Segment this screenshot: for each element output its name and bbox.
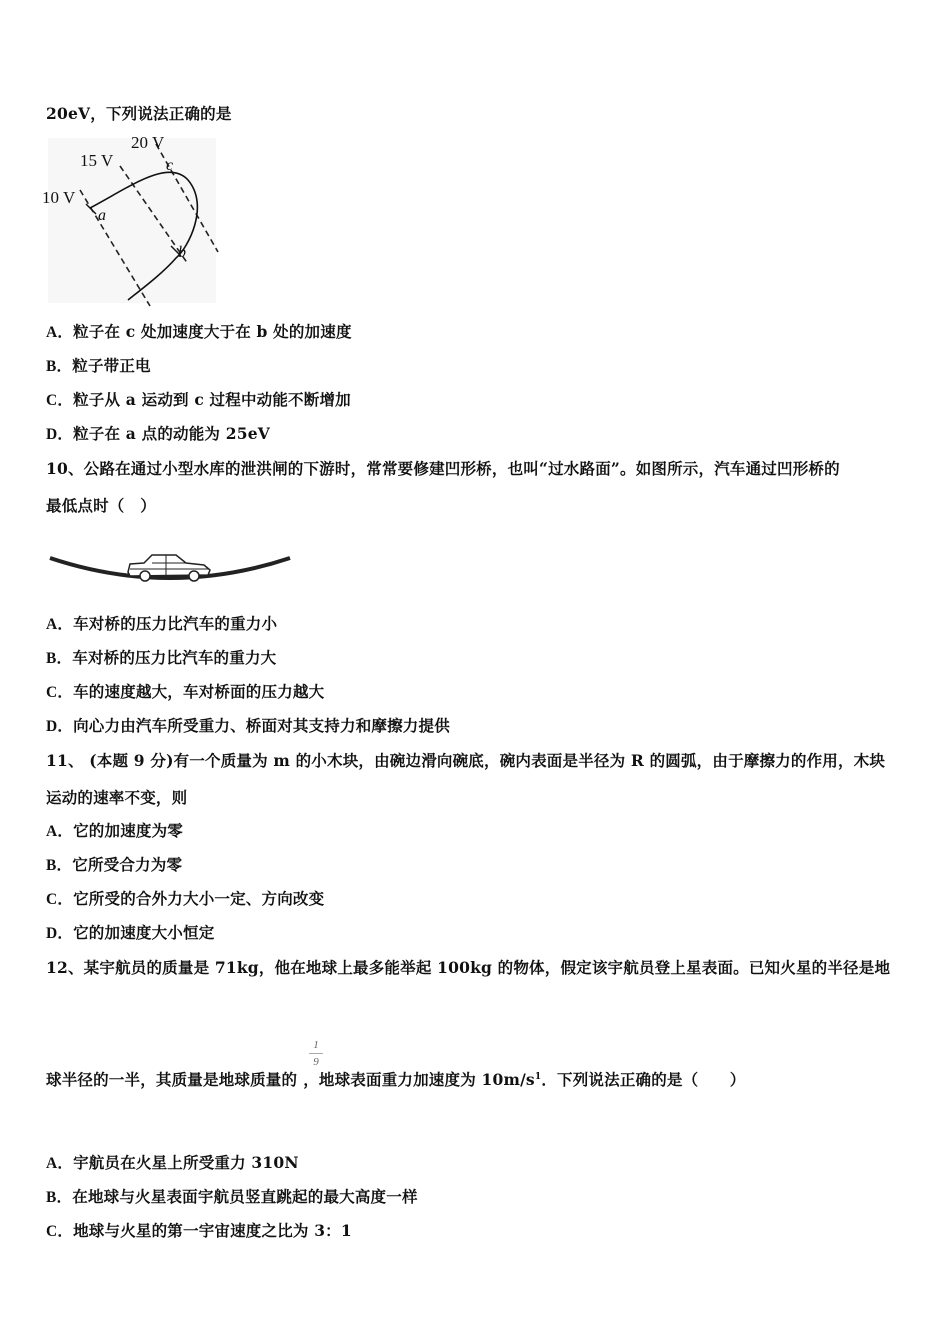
fraction-numerator: 1 — [313, 1039, 319, 1051]
q10-option-c: C．车的速度越大，车对桥面的压力越大 — [46, 682, 325, 701]
q9-stem: 20eV，下列说法正确的是 — [46, 104, 232, 123]
label-15v: 15 V — [80, 151, 114, 170]
q12-option-b: B．在地球与火星表面宇航员竖直跳起的最大高度一样 — [46, 1187, 418, 1206]
q10-stem-line1: 10、公路在通过小型水库的泄洪闸的下游时，常常要修建凹形桥，也叫“过水路面”。如图所示，汽车通过凹形桥的 — [46, 459, 840, 478]
label-a: a — [98, 207, 106, 224]
q11-option-d: D．它的加速度大小恒定 — [46, 923, 215, 942]
figure-background — [48, 138, 216, 303]
fraction-denominator: 9 — [313, 1056, 319, 1068]
q9-option-a: A．粒子在 c 处加速度大于在 b 处的加速度 — [46, 322, 352, 341]
q12-option-a: A．宇航员在火星上所受重力 310N — [46, 1153, 299, 1172]
mass-fraction — [309, 1038, 323, 1069]
q11-stem-line1: 11、 (本题 9 分)有一个质量为 m 的小木块，由碗边滑向碗底，碗内表面是半径为 R 的圆弧，由于摩擦力的作用，木块 — [46, 751, 886, 770]
q9-option-b: B．粒子带正电 — [46, 356, 151, 375]
label-20v: 20 V — [131, 133, 165, 152]
q9-option-c: C．粒子从 a 运动到 c 过程中动能不断增加 — [46, 390, 351, 409]
fraction-bar — [309, 1053, 323, 1054]
q11-stem-line2: 运动的速率不变，则 — [46, 788, 188, 807]
concave-bridge-figure — [48, 546, 294, 590]
label-b: b — [178, 244, 186, 261]
label-10v: 10 V — [42, 188, 76, 207]
q10-stem-line2: 最低点时（ ） — [46, 496, 156, 515]
equipotential-figure — [38, 128, 228, 308]
q12-option-c: C．地球与火星的第一宇宙速度之比为 3：1 — [46, 1221, 352, 1240]
q12-stem-line2: 球半径的一半，其质量是地球质量的 ，地球表面重力加速度为 $10m/s^1$．下列说法正确的是（ ） — [46, 1070, 746, 1089]
q10-option-d: D．向心力由汽车所受重力、桥面对其支持力和摩擦力提供 — [46, 716, 450, 735]
q10-option-b: B．车对桥的压力比汽车的重力大 — [46, 648, 277, 667]
q11-option-a: A．它的加速度为零 — [46, 821, 183, 840]
q9-option-d: D．粒子在 a 点的动能为 25eV — [46, 424, 270, 443]
q11-option-b: B．它所受合力为零 — [46, 855, 183, 874]
q11-option-c: C．它所受的合外力大小一定、方向改变 — [46, 889, 325, 908]
q12-stem-line1: 12、某宇航员的质量是 71kg，他在地球上最多能举起 100kg 的物体，假定该宇航员登上星表面。已知火星的半径是地 — [46, 958, 891, 977]
q10-option-a: A．车对桥的压力比汽车的重力小 — [46, 614, 278, 633]
label-c: c — [166, 157, 174, 174]
